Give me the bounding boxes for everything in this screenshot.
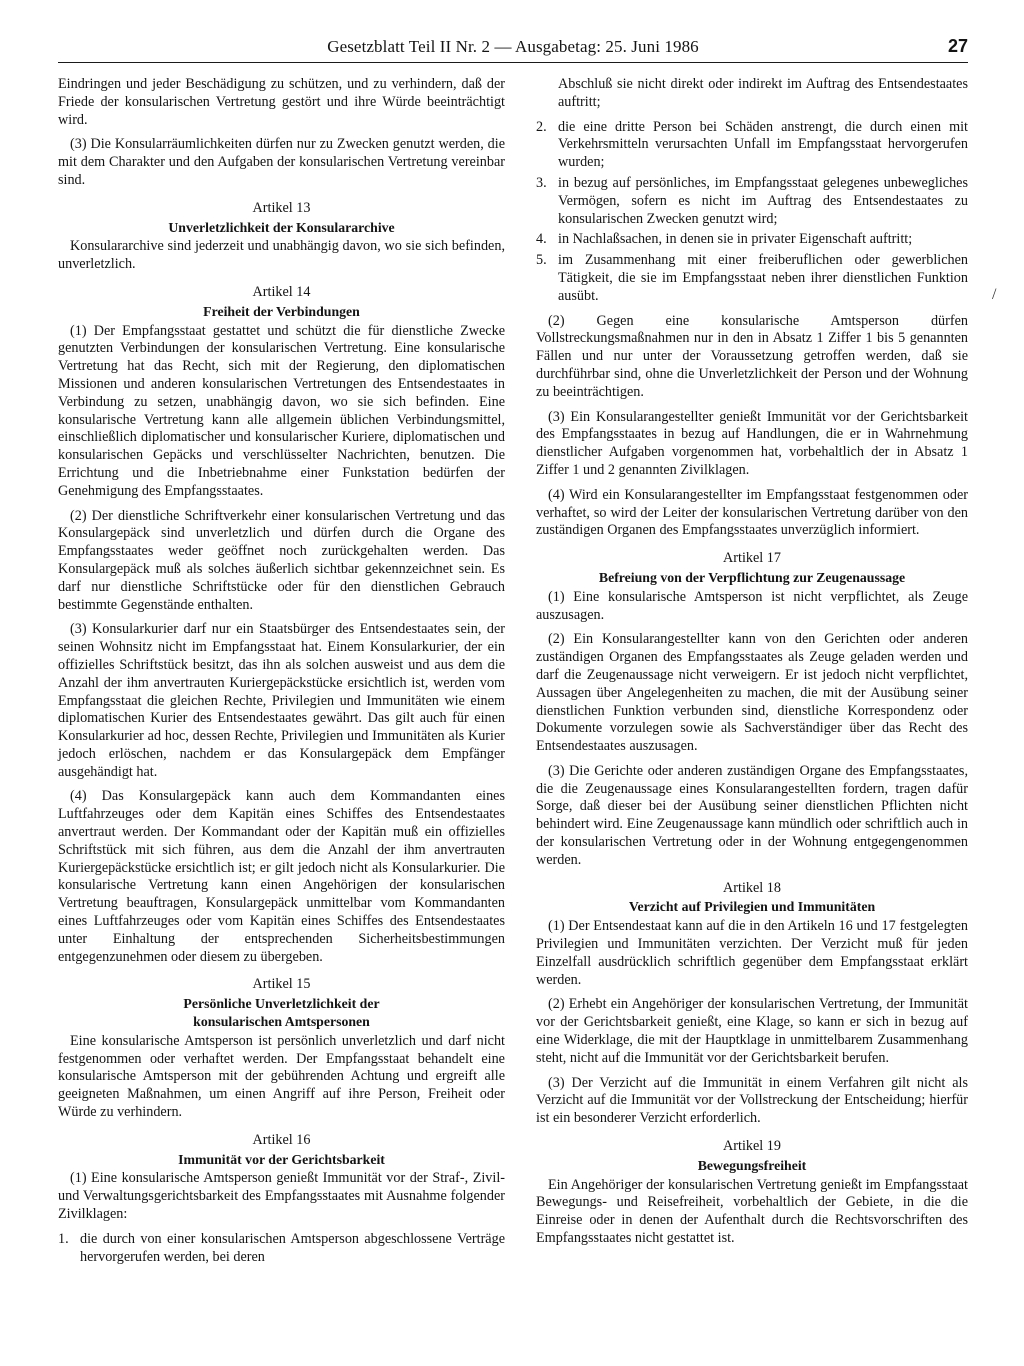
paragraph: Eindringen und jeder Beschädigung zu schützen, und zu verhindern, daß der Friede der konsularischen Vertretung gestört und ihre Würde beeinträchtigt wird. <box>58 76 505 128</box>
list-item-number: 1. <box>58 1230 69 1247</box>
list-item <box>536 252 968 305</box>
paragraph: Konsulararchive sind jederzeit und unabhängig davon, wo sie sich befinden, unverletzlich. <box>58 238 505 273</box>
paragraph: (4) Wird ein Konsularangestellter im Empfangsstaat festgenommen oder verhaftet, so wird der Leiter der konsularischen Vertretung darüber von den zuständigen Organen des Empfangsstaates unverzüglich informiert. <box>536 486 968 539</box>
enumerated-list <box>58 1231 505 1267</box>
article-title: Befreiung von der Verpflichtung zur Zeugenaussage <box>598 569 906 585</box>
article-number: Artikel 18 <box>723 879 781 896</box>
paragraph: (2) Erhebt ein Angehöriger der konsularischen Vertretung, der Immunität vor der Gerichtsbarkeit genießt, eine Klage, so kann er sich in bezug auf eine Widerklage, die mit der Hauptklage in unmittelbarem Zusammenhang steht, nicht auf die Immunität vor der Gerichtsbarkeit berufen. <box>536 996 968 1066</box>
list-item <box>58 1231 505 1267</box>
article-title: Immunität vor der Gerichtsbarkeit <box>178 1151 385 1167</box>
header-title: Gesetzblatt Teil II Nr. 2 — Ausgabetag: 25. Juni 1986 <box>327 37 699 56</box>
list-item <box>536 119 968 172</box>
list-item-text: die durch von einer konsularischen Amtsperson abgeschlossene Verträge hervorgerufen werden, bei deren <box>80 1230 505 1265</box>
paragraph: (3) Konsularkurier darf nur ein Staatsbürger des Entsendestaates sein, der seinen Wohnsitz nicht im Empfangsstaat hat. Einem Konsularkurier, der ein offizielles Schriftstück besitzt, das ihn als solchen ausweist und aus dem die Anzahl der ihm anvertrauten Kuriergepäckstücke ersichtlich ist, werden vom Empfangsstaat die gleichen Rechte, Privilegien und Immunitäten wie einem diplomatischen Kurier des Entsendestaates gewährt. Das gilt auch für einen Konsularkurier ad hoc, dessen Rechte, Privilegien und Immunitäten als Kurier jedoch erlöschen, nachdem er das Konsulargepäck dem Empfänger ausgehändigt hat. <box>58 621 505 780</box>
left-column <box>58 76 505 1273</box>
list-item-text: in bezug auf persönliches, im Empfangsstaat gelegenes unbewegliches Vermögen, sofern es nicht im Auftrag des Entsendestaates zu konsularischen Zwecken genutzt wird; <box>558 174 968 227</box>
article-number: Artikel 14 <box>252 283 311 300</box>
list-item-number: 3. <box>536 174 547 191</box>
paragraph: (1) Eine konsularische Amtsperson genießt Immunität vor der Straf-, Zivil- und Verwaltungsgerichtsbarkeit des Empfangsstaates mit Ausnahme folgender Zivilklagen: <box>58 1170 505 1223</box>
list-item-text: die eine dritte Person bei Schäden anstrengt, die durch einen mit Verkehrsmitteln verursachten Unfall im Empfangsstaat hervorgerufen wurden; <box>558 118 968 171</box>
paragraph: (4) Das Konsulargepäck kann auch dem Kommandanten eines Luftfahrzeuges oder dem Kapitän eines Schiffes des Entsendestaates anvertraut werden. Der Kommandant oder der Kapitän muß ein offizielles Schriftstück mit sich führen, aus dem die Anzahl der ihm anvertrauten Kuriergepäckstücke ersichtlich ist; er gilt jedoch nicht als Konsularkurier. Die konsularische Vertretung kann einen Angehörigen der konsularischen Vertretung beauftragen, Konsulargepäck unmittelbar vom Kommandanten eines Luftfahrzeuges oder vom Kapitän eines Schiffes des Entsendestaates unter Einhaltung der entsprechenden Sicherheitsbestimmungen entgegenzunehmen oder diesem zu übergeben. <box>58 788 505 965</box>
list-item-number: 4. <box>536 231 547 248</box>
article-number: Artikel 16 <box>252 1131 311 1148</box>
paragraph: (1) Der Entsendestaat kann auf die in den Artikeln 16 und 17 festgelegten Privilegien und Immunitäten verzichten. Der Verzicht muß für jeden Einzelfall ausdrücklich schriftlich gegenüber dem Empfangsstaat erklärt werden. <box>536 918 968 988</box>
paragraph: Eine konsularische Amtsperson ist persönlich unverletzlich und darf nicht festgenommen oder verhaftet werden. Der Empfangsstaat behandelt eine konsularische Amtsperson mit der gebührenden Achtung und ergreift alle geeigneten Maßnahmen, um einen Angriff auf ihre Person, Freiheit oder Würde zu verhindern. <box>58 1032 505 1121</box>
paragraph: (2) Der dienstliche Schriftverkehr einer konsularischen Vertretung und das Konsulargepäck sind unverletzlich und dürfen durch die Organe des Empfangsstaates weder geöffnet noch zurückgehalten werden. Das Konsulargepäck muß als solches äußerlich sichtbar gekennzeichnet sein. Es darf nur dienstliche Schriftstücke oder für den dienstlichen Gebrauch bestimmte Gegenstände enthalten. <box>58 507 505 613</box>
paragraph: (1) Der Empfangsstaat gestattet und schützt die für dienstliche Zwecke genutzten Verbindungen der konsularischen Vertretung. Eine konsularische Vertretung hat das Recht, sich mit der Regierung, den diplomatischen Missionen und anderen konsularischen Vertretungen des Entsendestaates in Verbindung zu setzen, unabhängig davon, wo sie sich befinden. Eine konsularische Vertretung kann alle allgemein üblichen Verbindungsmittel, einschließlich diplomatischer und konsularischer Kuriere, diplomatischen und konsularischen Gepäcks und verschlüsselter Nachrichten, benutzen. Die Errichtung und die Inbetriebnahme einer Funkstation bedürfen der Genehmigung des Empfangsstaates. <box>58 322 505 499</box>
article-number: Artikel 17 <box>723 550 781 567</box>
right-column <box>536 76 968 1255</box>
article-title: Bewegungsfreiheit <box>697 1157 807 1173</box>
paragraph: (2) Ein Konsularangestellter kann von den Gerichten oder anderen zuständigen Organen des Empfangsstaates als Zeuge geladen werden und darf die Zeugenaussage nicht verweigern. Er ist jedoch nicht verpflichtet, Aussagen über Angelegenheiten zu machen, die mit der Ausübung seiner dienstlichen Funktion verbunden sind, dienstliche Korrespondenz oder Dokumente vorzulegen sowie als Sachverständiger über das Recht des Entsendestaates auszusagen. <box>536 631 968 755</box>
article-number: Artikel 19 <box>723 1138 781 1155</box>
article-title: Freiheit der Verbindungen <box>203 303 360 319</box>
list-item <box>536 231 968 249</box>
article-title: Verzicht auf Privilegien und Immunitäten <box>628 899 876 915</box>
list-item-text: im Zusammenhang mit einer freiberuflichen oder gewerblichen Tätigkeit, die sie im Empfangsstaat neben ihrer dienstlichen Funktion ausübt. <box>558 252 968 304</box>
article-number: Artikel 13 <box>252 199 311 216</box>
paragraph: Abschluß sie nicht direkt oder indirekt im Auftrag des Entsendestaates auftritt; <box>558 76 968 110</box>
article-number: Artikel 15 <box>252 976 311 993</box>
paragraph: (1) Eine konsularische Amtsperson ist nicht verpflichtet, als Zeuge auszusagen. <box>536 588 968 623</box>
paragraph: (3) Ein Konsularangestellter genießt Immunität vor der Gerichtsbarkeit des Empfangsstaates in bezug auf Handlungen, die er in Wahrnehmung dienstlicher Aufgaben vorgenommen hat, vorbehaltlich der in Absatz 1 Ziffer 1 und 2 genannten Zivilklagen. <box>536 408 968 478</box>
list-item-text: in Nachlaßsachen, in denen sie in privater Eigenschaft auftritt; <box>558 231 913 248</box>
list-item-number: 5. <box>536 252 547 269</box>
enumerated-list <box>536 119 968 306</box>
paragraph: (3) Der Verzicht auf die Immunität in einem Verfahren gilt nicht als Verzicht auf die Immunität vor der Vollstreckung der Entscheidung; hierfür ist ein besonderer Verzicht erforderlich. <box>536 1074 968 1127</box>
list-item-number: 2. <box>536 118 547 135</box>
page-header <box>58 36 968 63</box>
article-title: konsularischen Amtspersonen <box>193 1014 370 1030</box>
margin-mark-icon: / <box>992 286 997 303</box>
article-title: Unverletzlichkeit der Konsulararchive <box>168 219 395 235</box>
paragraph: (3) Die Konsularräumlichkeiten dürfen nur zu Zwecken genutzt werden, die mit dem Charakter und den Aufgaben der konsularischen Vertretung vereinbar sind. <box>58 136 505 188</box>
list-item <box>536 175 968 228</box>
page-number: 27 <box>947 36 968 56</box>
paragraph: Ein Angehöriger der konsularischen Vertretung genießt im Empfangsstaat Bewegungs- und Reisefreiheit, vorbehaltlich der Gebiete, in die die Einreise oder in denen der Aufenthalt durch die Rechtsvorschriften des Empfangsstaates nicht gestattet ist. <box>536 1176 968 1247</box>
paragraph: (3) Die Gerichte oder anderen zuständigen Organe des Empfangsstaates, die die Zeugenaussage eines Konsularangestellten fordern, tragen dafür Sorge, daß dieser bei der Ausübung seiner dienstlichen Pflichten nicht behindert wird. Eine Zeugenaussage kann mündlich oder schriftlich auch in der konsularischen Vertretung oder in der Wohnung entgegengenommen werden. <box>536 762 968 868</box>
article-title: Persönliche Unverletzlichkeit der <box>183 996 380 1012</box>
paragraph: (2) Gegen eine konsularische Amtsperson dürfen Vollstreckungsmaßnahmen nur in den in Absatz 1 Ziffer 1 bis 5 genannten Fällen und nur unter der Voraussetzung getroffen werden, daß sie durchführbar sind, ohne die Unverletzlichkeit der Person und der Wohnung zu beeinträchtigen. <box>536 312 968 400</box>
